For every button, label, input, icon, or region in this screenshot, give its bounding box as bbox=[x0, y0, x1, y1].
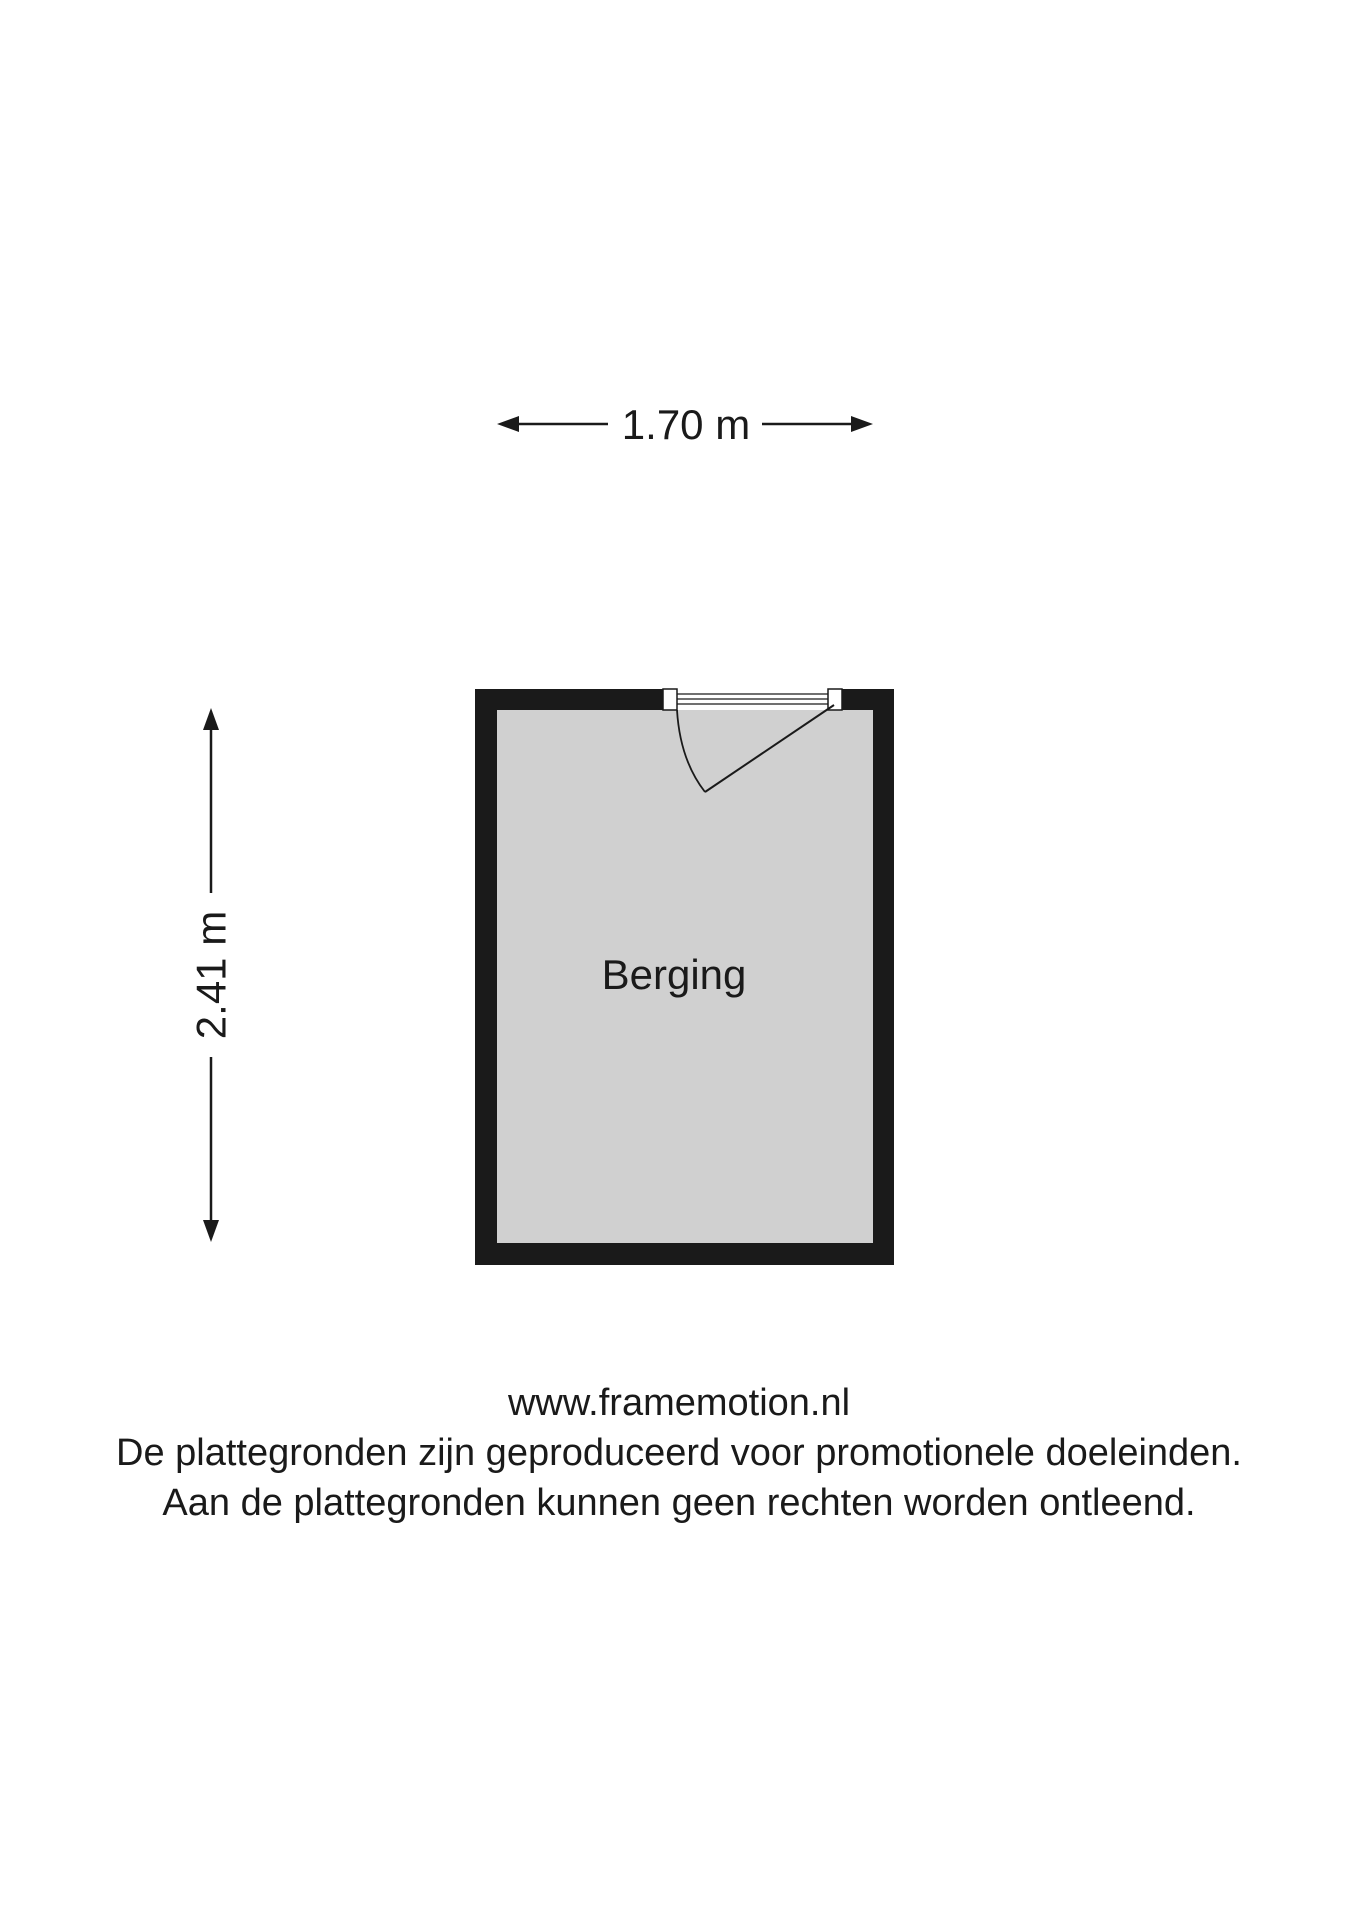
room-berging bbox=[475, 689, 894, 1265]
door-jamb-left bbox=[663, 689, 677, 710]
height-arrow-bottom bbox=[203, 1220, 219, 1242]
footer bbox=[0, 1378, 1358, 1528]
width-dimension-label: 1.70 m bbox=[621, 401, 751, 448]
room-label: Berging bbox=[601, 951, 747, 998]
footer-website: www.framemotion.nl bbox=[507, 1382, 851, 1424]
footer-disclaimer-line-2: Aan de plattegronden kunnen geen rechten worden ontleend. bbox=[162, 1482, 1196, 1524]
height-dimension-label: 2.41 m bbox=[187, 910, 235, 1040]
width-arrow-left bbox=[497, 416, 519, 432]
width-arrow-right bbox=[851, 416, 873, 432]
footer-disclaimer-line-1: De plattegronden zijn geproduceerd voor promotionele doeleinden. bbox=[116, 1432, 1242, 1474]
height-arrow-top bbox=[203, 708, 219, 730]
height-dimension bbox=[188, 708, 235, 1242]
width-dimension bbox=[497, 401, 873, 448]
